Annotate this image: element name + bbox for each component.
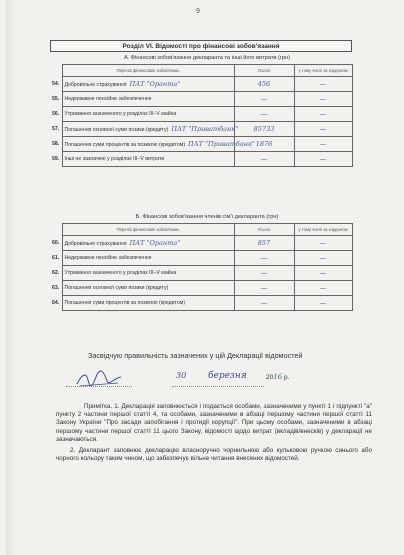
total-value: — [234,92,294,107]
total-value: — [234,296,294,311]
table-row [50,152,352,167]
table-b-title: Б. Фінансові зобов'язання членів сім'ї декларанта (грн) [135,214,279,220]
handwritten-entity: ПАТ "Приватбанк" [188,140,255,148]
row-number: 63. [52,285,60,291]
table-row [50,281,352,296]
abroad-value: — [294,92,352,107]
column-header: Перелік фінансових зобов'язань [62,65,234,77]
row-label: Добровільне страхування [64,82,127,88]
abroad-value: — [294,137,352,152]
row-number: 62. [52,270,60,276]
table-row [50,296,352,311]
certification-statement: Засвідчую правильність зазначених у цій Декларації відомостей [88,351,303,360]
date-year-prefix: 20 [266,374,274,381]
column-header: у тому числі за кордоном [294,224,352,236]
note-1 [56,403,372,444]
total-value: — [234,152,294,167]
note-2 [56,447,372,463]
table-b-header-row [50,224,352,236]
row-number: 56. [52,111,60,117]
row-label: Погашення суми процентів за позикою (кредитом) [64,300,186,306]
row-label-cell [62,152,234,167]
row-number: 64. [52,300,60,306]
paper-fold-shadow [6,0,14,555]
date-month: березня [208,371,247,381]
abroad-value: — [294,266,352,281]
abroad-value: — [294,77,352,92]
note-1-text: Примітка. 1. Декларація заповнюється і подається особами, зазначеними у пункті 1 і підпункті "а" пункту 2 частини першої статті 4, та особами, зазначеними в абзаці першому частини першої статті 11 Закону України "Про засади запобігання і протидії корупції". При цьому особами, зазначеними в абзаці першому частини першої статті 11 цього Закону, відомості щодо витрат (вкладів/внесків) у декларації не зазначаються. [56,403,372,443]
abroad-value: — [294,251,352,266]
row-label: Добровільне страхування [64,241,127,247]
total-value: 1876 [234,137,294,152]
column-header: Перелік фінансових зобов'язань [62,224,234,236]
row-label-cell [62,77,234,92]
abroad-value: — [294,236,352,251]
notes [56,403,372,466]
signature-line [66,386,132,387]
date-suffix: р. [283,374,290,381]
row-label: Інші не зазначені у розділах III–V витрати [64,156,165,162]
row-label-cell [62,296,234,311]
date-day: 30 [176,371,187,380]
table-row [50,77,352,92]
abroad-value: — [294,296,352,311]
table-row [50,251,352,266]
abroad-value: — [294,122,352,137]
row-label-cell [62,107,234,122]
column-header: Усього [234,65,294,77]
row-label-cell [62,266,234,281]
table-row [50,92,352,107]
row-label: Погашення основної суми позики (кредиту) [64,127,169,133]
row-label: Погашення основної суми позики (кредиту) [64,285,169,291]
note-2-text: 2. Декларант заповнює декларацію власноручно чорнильною або кульковою ручкою синього або чорного кольору таким чином, що забезпечує вільне читання внесених відомостей. [56,447,372,463]
table-row [50,266,352,281]
row-label-cell [62,236,234,251]
column-header: Усього [234,224,294,236]
handwritten-entity: ПАТ "Оранта" [129,80,181,88]
total-value: — [234,281,294,296]
abroad-value: — [294,152,352,167]
table-a [50,64,353,167]
row-label-cell [62,281,234,296]
row-label: Утримання зазначеного у розділах III–V майна [64,111,177,117]
table-row [50,122,352,137]
row-label-cell [62,137,255,152]
row-label: Недержавне пенсійне забезпечення [64,96,152,102]
row-label-cell [62,92,234,107]
row-number: 59. [52,156,60,162]
handwritten-entity: ПАТ "Оранта" [129,239,181,247]
row-number: 58. [52,141,60,147]
total-value: — [234,266,294,281]
date-year [266,373,289,381]
row-label-cell [62,251,234,266]
row-label: Недержавне пенсійне забезпечення [64,255,152,261]
table-row [50,137,352,152]
column-header: у тому числі за кордоном [294,65,352,77]
handwritten-entity: ПАТ "Приватбанк" [171,125,239,133]
row-number: 60. [52,240,60,246]
row-number: 61. [52,255,60,261]
total-value: 857 [234,236,294,251]
abroad-value: — [294,107,352,122]
row-number: 55. [52,96,60,102]
date-line [172,386,264,387]
table-row [50,236,352,251]
table-b [50,223,353,311]
row-number: 54. [52,81,60,87]
row-label-cell [62,122,239,137]
total-value: 456 [234,77,294,92]
section-title: Розділ VI. Відомості про фінансові зобов'язання [50,40,352,52]
page-number: 9 [196,8,200,15]
table-row [50,107,352,122]
abroad-value: — [294,281,352,296]
row-number: 57. [52,126,60,132]
row-label: Погашення суми процентів за позикою (кредитом) [64,142,186,148]
date-year-handwritten: 16 [273,373,283,381]
table-a-title: А. Фінансові зобов'язання декларанта та інші його витрати (грн) [123,55,291,61]
total-value: 85733 [234,122,294,137]
total-value: — [234,251,294,266]
row-label: Утримання зазначеного у розділах III–V майна [64,270,177,276]
table-a-header-row [50,65,352,77]
total-value: — [234,107,294,122]
